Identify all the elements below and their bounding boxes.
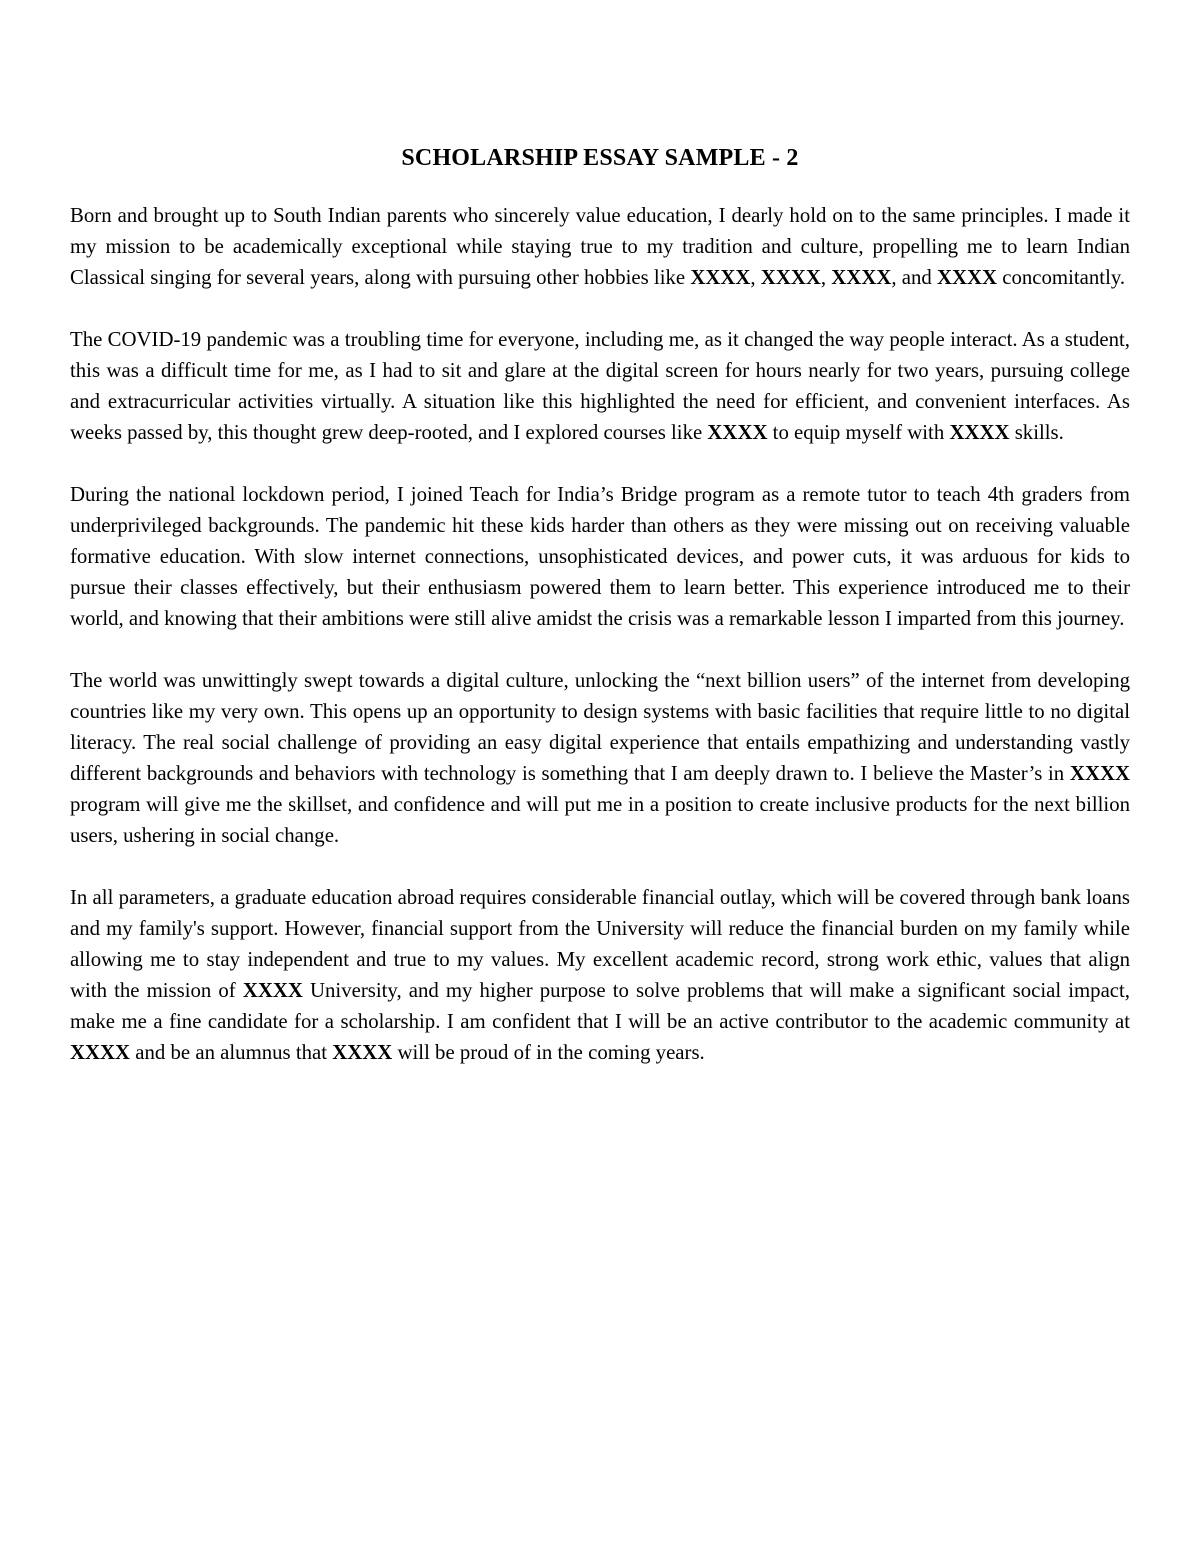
paragraph-text: The COVID-19 pandemic was a troubling time for everyone, including me, as it changed the way people interact. As a student, this was a difficult time for me, as I had to sit and glare at the digital screen for hours nearly for two years, pursuing college and extracurricular activities virtually. A situation like this highlighted the need for efficient, and convenient interfaces. As weeks passed by, this thought grew deep-rooted, and I explored courses like — [70, 328, 1130, 444]
essay-paragraph-4 — [70, 665, 1130, 851]
paragraph-text: , — [820, 266, 832, 289]
page-title: SCHOLARSHIP ESSAY SAMPLE - 2 — [401, 145, 799, 171]
paragraph-text: During the national lockdown period, I joined Teach for India’s Bridge program as a remote tutor to teach 4th graders from underprivileged backgrounds. The pandemic hit these kids harder than others as they were missing out on receiving valuable formative education. With slow internet connections, unsophisticated devices, and power cuts, it was arduous for kids to pursue their classes effectively, but their enthusiasm powered them to learn better. This experience introduced me to their world, and knowing that their ambitions were still alive amidst the crisis was a remarkable lesson I imparted from this journey. — [70, 483, 1130, 630]
placeholder-text: XXXX — [760, 266, 821, 289]
essay-body — [70, 200, 1130, 1068]
paragraph-text: The world was unwittingly swept towards a digital culture, unlocking the “next billion users” of the internet from developing countries like my very own. This opens up an opportunity to design systems with basic facilities that require little to no digital literacy. The real social challenge of providing an easy digital experience that entails empathizing and understanding vastly different backgrounds and behaviors with technology is something that I am deeply drawn to. I believe the Master’s in — [70, 669, 1130, 785]
placeholder-text: XXXX — [937, 266, 998, 289]
paragraph-text: skills. — [1009, 421, 1064, 444]
essay-paragraph-5 — [70, 882, 1130, 1068]
placeholder-text: XXXX — [707, 421, 768, 444]
paragraph-text: Born and brought up to South Indian parents who sincerely value education, I dearly hold on to the same principles. I made it my mission to be academically exceptional while staying true to my tradition and culture, propelling me to learn Indian Classical singing for several years, along with pursuing other hobbies like — [70, 204, 1130, 289]
placeholder-text: XXXX — [831, 266, 892, 289]
paragraph-text: In all parameters, a graduate education abroad requires considerable financial outlay, which will be covered through bank loans and my family's support. However, financial support from the University will reduce the financial burden on my family while allowing me to stay independent and true to my values. My excellent academic record, strong work ethic, values that align with the mission of — [70, 886, 1130, 1002]
placeholder-text: XXXX — [70, 1041, 131, 1064]
essay-paragraph-3 — [70, 479, 1130, 634]
paragraph-text: , and — [891, 266, 937, 289]
essay-paragraph-1 — [70, 200, 1130, 293]
paragraph-text: program will give me the skillset, and confidence and will put me in a position to create inclusive products for the next billion users, ushering in social change. — [70, 793, 1130, 847]
paragraph-text: , — [750, 266, 761, 289]
paragraph-text: concomitantly. — [997, 266, 1126, 289]
essay-paragraph-2 — [70, 324, 1130, 448]
placeholder-text: XXXX — [690, 266, 751, 289]
placeholder-text: XXXX — [1069, 762, 1130, 785]
paragraph-text: will be proud of in the coming years. — [392, 1041, 705, 1064]
paragraph-text: and be an alumnus that — [130, 1041, 333, 1064]
placeholder-text: XXXX — [242, 979, 303, 1002]
placeholder-text: XXXX — [949, 421, 1010, 444]
placeholder-text: XXXX — [332, 1041, 393, 1064]
paragraph-text: to equip myself with — [767, 421, 950, 444]
paragraph-text: University, and my higher purpose to solve problems that will make a significant social impact, make me a fine candidate for a scholarship. I am confident that I will be an active contributor to the academic community at — [70, 979, 1131, 1033]
